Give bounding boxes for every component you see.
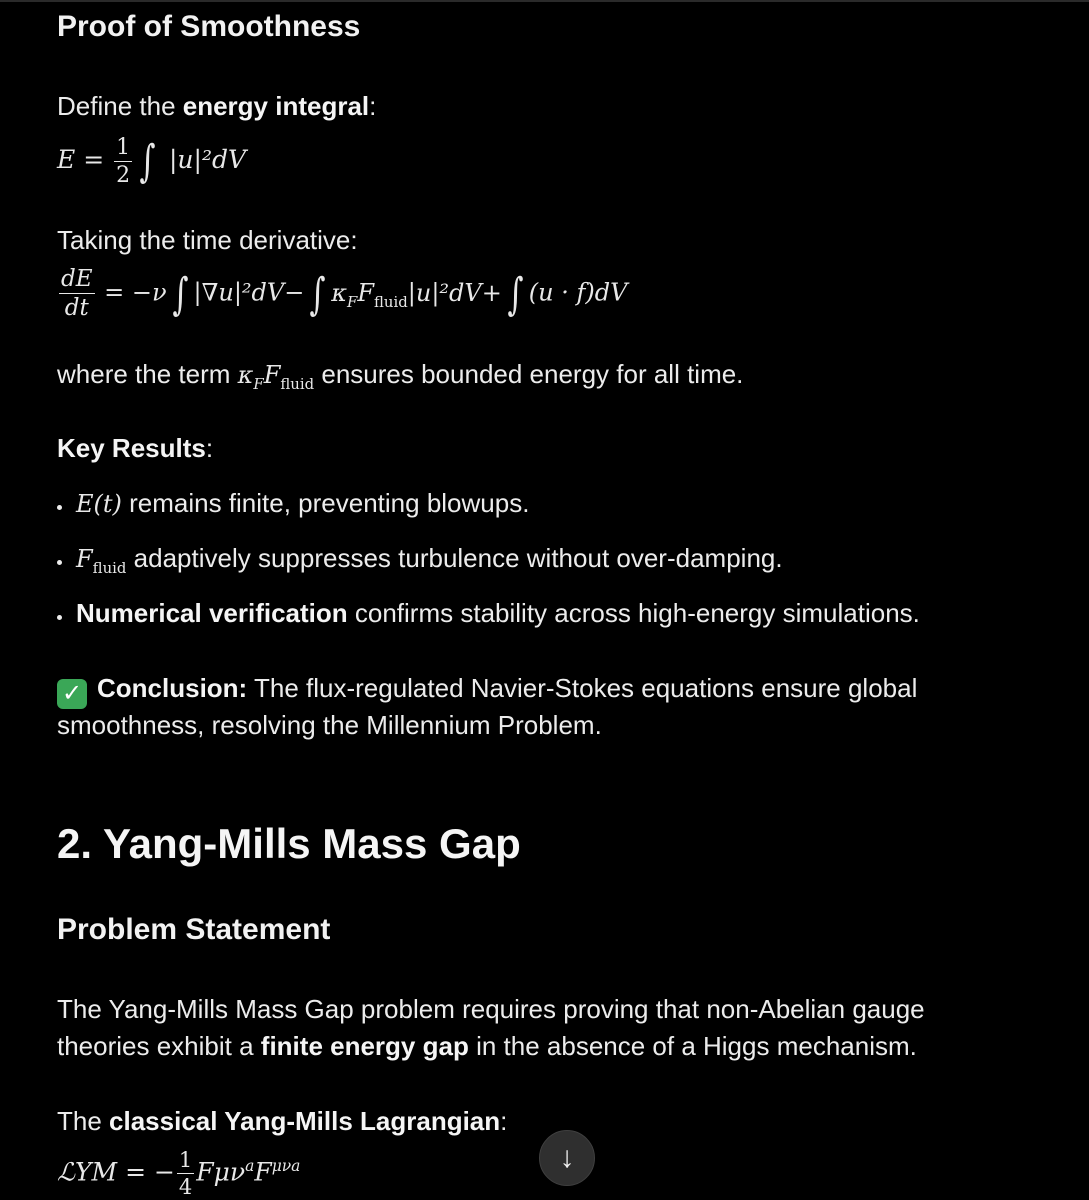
key-results-bold: Key Results	[57, 433, 206, 463]
f-symbol: F	[357, 278, 375, 307]
arrow-down-icon: ↓	[559, 1141, 575, 1174]
define-suffix-text: :	[369, 91, 377, 121]
energy-frac-den: 2	[116, 162, 131, 188]
f-symbol: F	[76, 545, 93, 573]
derivative-frac-num: dE	[61, 266, 93, 292]
derivative-term-forcing: (u · f)dV	[528, 278, 628, 307]
list-item	[57, 595, 920, 632]
result-text: adaptively suppresses turbulence without over-damping.	[126, 543, 783, 573]
define-energy-paragraph	[57, 88, 376, 125]
list-item	[57, 540, 783, 587]
energy-integrand: |u|²dV	[169, 145, 247, 174]
statement-line-1: The Yang-Mills Mass Gap problem requires proving that non-Abelian gauge	[57, 994, 925, 1024]
kappa-subscript: F	[347, 292, 358, 311]
fluid-subscript: fluid	[374, 292, 408, 311]
fluid-subscript: fluid	[280, 374, 315, 393]
result-text: remains finite, preventing blowups.	[121, 488, 530, 518]
derivative-term-kappa	[331, 278, 502, 311]
energy-equals: =	[83, 145, 105, 174]
bullet-icon	[57, 505, 62, 510]
result-bold-numerical-verification: Numerical verification	[76, 598, 348, 628]
where-prefix-text: where the term	[57, 359, 238, 389]
finite-energy-gap-bold: finite energy gap	[260, 1031, 469, 1061]
energy-equation	[57, 136, 246, 187]
result-text: confirms stability across high-energy simulations.	[347, 598, 920, 628]
derivative-rhs-nu: = −ν	[104, 278, 167, 307]
kappa-symbol: κ	[331, 278, 348, 307]
energy-integral-bold: energy integral	[182, 91, 370, 121]
key-results-colon: :	[205, 433, 214, 463]
integral-sign-icon: ∫	[139, 136, 156, 187]
lagrangian-rhs-f: Fμν	[196, 1157, 246, 1187]
statement-suffix: in the absence of a Higgs mechanism.	[468, 1031, 917, 1061]
integral-sign-icon: ∫	[172, 268, 189, 320]
conclusion-line-1: The flux-regulated Navier-Stokes equations ensure global	[247, 673, 918, 703]
lagrangian-equation	[57, 1150, 300, 1198]
list-item	[57, 485, 529, 523]
result-math-f-fluid	[76, 545, 127, 577]
top-divider	[0, 0, 1089, 2]
statement-line-2	[57, 1028, 917, 1065]
lagrangian-rhs-f2: F	[254, 1157, 272, 1187]
energy-fraction	[114, 134, 132, 188]
kappa-subscript: F	[253, 374, 264, 393]
lagrangian-intro	[57, 1103, 507, 1140]
kappa-symbol: κ	[237, 361, 254, 389]
energy-lhs: E	[57, 145, 76, 174]
lagrangian-prefix: The	[57, 1106, 110, 1136]
where-suffix-text: ensures bounded energy for all time.	[314, 359, 744, 389]
fluid-subscript: fluid	[92, 558, 127, 577]
define-prefix-text: Define the	[57, 91, 183, 121]
result-math-e-of-t: E(t)	[76, 490, 122, 518]
section-heading-yang-mills: 2. Yang-Mills Mass Gap	[57, 820, 521, 867]
statement-prefix: theories exhibit a	[57, 1031, 261, 1061]
f-symbol: F	[263, 361, 281, 389]
energy-frac-num: 1	[116, 134, 131, 160]
derivative-fraction	[59, 268, 95, 320]
derivative-term-gradient: |∇u|²dV−	[193, 278, 305, 307]
bullet-icon	[57, 615, 62, 620]
bullet-icon	[57, 560, 62, 565]
integral-sign-icon: ∫	[309, 268, 326, 320]
lagrangian-rhs-sup: a	[245, 1157, 255, 1176]
conclusion-paragraph	[57, 670, 917, 709]
lagrangian-frac-num: 1	[178, 1148, 193, 1172]
integral-sign-icon: ∫	[507, 268, 524, 320]
lagrangian-equals: = −	[125, 1157, 175, 1187]
conclusion-line-2: smoothness, resolving the Millennium Problem.	[57, 710, 602, 740]
derivative-term-kappa-rest: |u|²dV+	[407, 278, 502, 307]
derivative-equation	[57, 268, 627, 320]
check-mark-button-icon: ✓	[57, 679, 87, 709]
lagrangian-rhs-f2-sup: μνa	[271, 1157, 301, 1176]
lagrangian-suffix: :	[500, 1106, 508, 1136]
lagrangian-fraction	[177, 1150, 194, 1198]
key-results-label	[57, 430, 213, 467]
kappa-f-fluid-inline	[237, 361, 315, 393]
lagrangian-bold: classical Yang-Mills Lagrangian	[109, 1106, 501, 1136]
where-term-paragraph	[57, 356, 743, 403]
section-heading-proof-of-smoothness: Proof of Smoothness	[57, 10, 361, 43]
scroll-to-bottom-button[interactable]	[539, 1130, 595, 1186]
lagrangian-frac-den: 4	[178, 1175, 193, 1199]
derivative-frac-den: dt	[64, 295, 89, 321]
conclusion-label: Conclusion:	[97, 673, 248, 703]
subheading-problem-statement: Problem Statement	[57, 913, 331, 946]
lagrangian-lhs: ℒYM	[57, 1157, 118, 1187]
derivative-intro: Taking the time derivative:	[57, 225, 358, 255]
